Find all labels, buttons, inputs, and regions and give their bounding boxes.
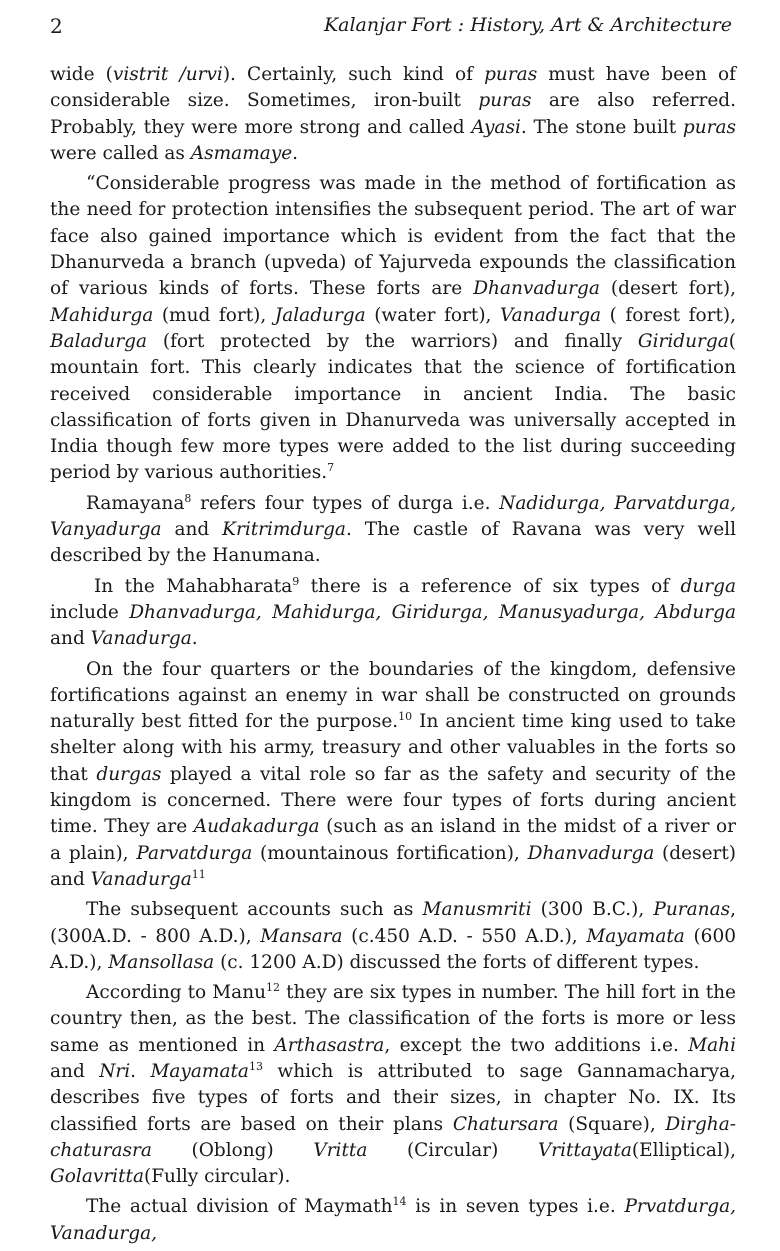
text-run: they are six types in number. The hill fort in the country then, as the best. The classification of the forts is more or less same as mentioned in [50,982,737,1056]
italic-term: Ayasi [471,116,521,138]
text-run: Ramayana [86,492,185,514]
italic-term: Nadidurga, Parvatdurga, Vanyadurga [50,492,736,541]
text-run: The subsequent accounts such as [86,899,423,921]
footnote-ref: 13 [248,1059,263,1073]
italic-term: durga [680,575,736,597]
italic-term: Kritrimdurga [222,519,346,541]
italic-term: vistrit /urvi [112,64,223,85]
text-run: and [50,628,91,650]
italic-term: Puranas [653,899,731,921]
text-run: (such as an island in the midst of a river or a plain), [50,816,736,864]
text-run: In ancient time king used to take shelter along with his army, treasury and other valuables in the forts so that [50,711,736,785]
footnote-ref: 7 [327,461,335,475]
paragraph-fortification-progress [50,171,736,487]
text-run: there is a reference of six types of [299,575,681,597]
paragraph-mahabharata [50,574,736,653]
text-run: ). Certainly, such kind of [222,64,485,85]
italic-term: Nri [99,1060,131,1082]
text-run: , except the two additions i.e. [384,1034,689,1056]
text-run: ( forest fort), [601,304,736,326]
text-run: On the four quarters or the boundaries of the kingdom, defensive fortifications against an enemy in war shall be constructed on grounds naturally best fitted for the purpose. [50,658,736,733]
text-run: . [191,628,198,650]
text-run: (Circular) [367,1139,538,1161]
italic-term: puras [478,90,532,112]
text-run: (600 A.D.), [50,925,736,973]
text-run: played a vital role so far as the safety and security of the kingdom is concerned. There were four types of forts during ancient time. They are [50,763,736,838]
text-run: (c. 1200 A.D) discussed the forts of different types. [214,951,700,973]
text-run: and [161,519,223,541]
text-run: . [292,142,299,164]
text-run: were called as [50,142,191,164]
footnote-ref: 11 [191,867,206,881]
italic-term: Dhanvadurga [527,842,655,864]
italic-term: Mahi [688,1034,736,1056]
italic-term: Vanadurga [90,868,192,890]
text-run: . [130,1060,151,1082]
italic-term: Parvatdurga [136,842,253,864]
italic-term: Mansara [260,925,343,947]
text-run: include [50,601,130,623]
italic-term: Mahidurga [50,304,154,326]
text-run: (300 B.C.), [531,899,654,921]
text-run: (mountainous fortification), [252,842,528,864]
text-run: (Fully circular). [143,1166,291,1188]
text-run: (fort protected by the warriors) and finally [147,330,638,352]
italic-term: Prvatdurga, Vanadurga, [50,1196,736,1244]
italic-term: Dhanvadurga, Mahidurga, Giridurga, Manusyadurga, Abdurga [129,601,736,623]
paragraph-four-quarters [50,657,736,894]
text-run: ( mountain fort. This clearly indicates that the science of fortification received considerable importance in ancient India. The basic classification of forts given in Dhanurveda was universally accepted in India though few more types were added to the list during succeeding period by various authorities. [50,330,736,484]
footnote-ref: 10 [398,709,413,723]
italic-term: Giridurga [637,330,729,352]
footnote-ref: 12 [266,980,281,994]
italic-term: Audakadurga [193,816,320,838]
italic-term: durgas [96,763,162,785]
text-run: refers four types of durga i.e. [191,492,500,514]
text-run: which is attributed to sage Gannamacharya, describes five types of forts and their sizes, in chapter No. IX. Its classified forts are based on their plans [50,1060,737,1135]
page-number: 2 [50,14,63,38]
italic-term: Chatursara [452,1113,559,1135]
paragraph-subsequent-accounts [50,897,736,976]
text-run: (desert) and [50,842,737,890]
text-run: (Oblong) [151,1139,314,1161]
text-run: wide ( [50,64,113,85]
footnote-ref: 9 [292,574,300,588]
italic-term: Vanadurga [90,628,192,650]
italic-term: puras [682,116,737,138]
paragraph-manu [50,980,736,1190]
italic-term: puras [484,64,538,85]
running-title: Kalanjar Fort : History, Art & Architecture [323,14,732,36]
italic-term: Mayamata [150,1060,249,1082]
italic-term: Asmamaye [190,142,293,164]
paragraph-continued [50,62,736,167]
italic-term: Vritta [313,1139,368,1161]
text-run: and [50,1060,100,1082]
italic-term: Arthasastra [274,1034,385,1056]
text-run: According to Manu [86,982,267,1004]
text-run: is in seven types i.e. [406,1196,625,1218]
text-run: are also referred. Probably, they were more strong and called [50,90,736,138]
italic-term: Dhanvadurga [473,278,600,300]
text-run: The actual division of Maymath [86,1196,393,1218]
text-run: . The stone built [520,116,683,138]
paragraph-maymath [50,1194,736,1247]
italic-term: Dirgha- chaturasra [50,1113,736,1161]
body-text [50,62,736,1251]
italic-term: Mayamata [586,925,685,947]
text-run: In the Mahabharata [94,575,293,597]
page-header [50,14,732,42]
text-run: (c.450 A.D. - 550 A.D.), [342,925,587,947]
italic-term: Manusmriti [422,899,532,921]
italic-term: Vrittayata [537,1139,632,1161]
text-run: must have been of considerable size. Sometimes, iron-built [50,64,736,112]
text-run: (desert fort), [599,278,736,300]
italic-term: Baladurga [50,330,148,352]
footnote-ref: 14 [392,1195,407,1209]
text-run: , (300A.D. - 800 A.D.), [50,899,736,947]
text-run: (Square), [558,1113,666,1135]
italic-term: Vanadurga [499,304,602,326]
paragraph-ramayana [50,491,736,570]
italic-term: Jaladurga [274,304,366,326]
text-run: (Elliptical), [631,1139,736,1161]
italic-term: Mansollasa [108,951,215,973]
text-run: (mud fort), [153,304,275,326]
footnote-ref: 8 [184,491,192,505]
text-run: “Considerable progress was made in the method of fortification as the need for protection intensifies the subsequent period. The art of war face also gained importance which is evident from the fact that the Dhanurveda a branch (upveda) of Yajurveda expounds the classification of various kinds of forts. These forts are [50,173,736,300]
text-run: (water fort), [365,304,500,326]
text-run: . The castle of Ravana was very well described by the Hanumana. [50,519,736,567]
italic-term: Golavritta [50,1166,144,1188]
